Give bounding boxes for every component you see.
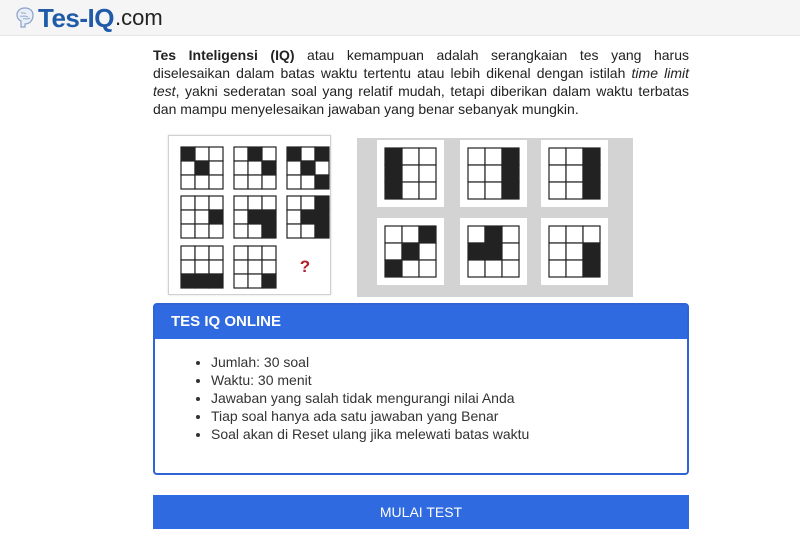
answer-option-grid xyxy=(377,218,444,285)
intro-term: Tes Inteligensi (IQ) xyxy=(153,47,295,63)
answer-option-grid xyxy=(460,218,527,285)
list-item: • Jumlah: 30 soal xyxy=(211,353,687,371)
puzzle-matrix-grid xyxy=(287,196,329,238)
question-mark: ? xyxy=(299,257,311,276)
start-test-button[interactable]: MULAI TEST xyxy=(153,495,689,529)
answer-options-svg xyxy=(357,138,633,297)
puzzle-matrix-svg xyxy=(169,136,332,296)
puzzle-matrix-grid xyxy=(287,147,329,189)
logo-text: Tes-IQ xyxy=(38,2,114,33)
puzzle-matrix-image xyxy=(168,135,331,295)
info-card-title: TES IQ ONLINE xyxy=(155,305,687,339)
list-item: • Waktu: 30 menit xyxy=(211,371,687,389)
puzzle-matrix-grid xyxy=(234,246,276,288)
intro-italic-term: time limit test xyxy=(153,65,689,99)
info-list xyxy=(155,353,687,443)
answer-option-grid xyxy=(541,140,608,207)
info-card xyxy=(153,303,689,475)
list-item: • Jawaban yang salah tidak mengurangi nilai Anda xyxy=(211,389,687,407)
puzzle-matrix-grid xyxy=(181,196,223,238)
intro-text-2: , yakni sederatan soal yang relatif mudah, tetapi diberikan dalam waktu terbatas dan mampu menyelesaikan jawaban yang benar sebanyak mungkin. xyxy=(153,83,689,117)
answer-option-grid xyxy=(460,140,527,207)
site-logo[interactable] xyxy=(14,2,163,34)
answer-option-grid xyxy=(541,218,608,285)
puzzle-matrix-grid xyxy=(234,147,276,189)
puzzle-matrix-grid xyxy=(181,246,223,288)
site-header xyxy=(0,0,800,36)
answer-option-grid xyxy=(377,140,444,207)
intro-text-1: atau kemampuan adalah serangkaian tes yang harus diselesaikan dalam batas waktu tertentu atau lebih dikenal dengan istilah xyxy=(153,47,689,81)
intro-paragraph xyxy=(153,46,689,118)
list-item: • Soal akan di Reset ulang jika melewati batas waktu xyxy=(211,425,687,443)
logo-domain-ext: .com xyxy=(114,5,163,30)
brain-icon xyxy=(14,5,36,31)
list-item: • Tiap soal hanya ada satu jawaban yang Benar xyxy=(211,407,687,425)
puzzle-matrix-grid xyxy=(181,147,223,189)
puzzle-matrix-grid xyxy=(234,196,276,238)
answer-options-image xyxy=(357,138,633,297)
